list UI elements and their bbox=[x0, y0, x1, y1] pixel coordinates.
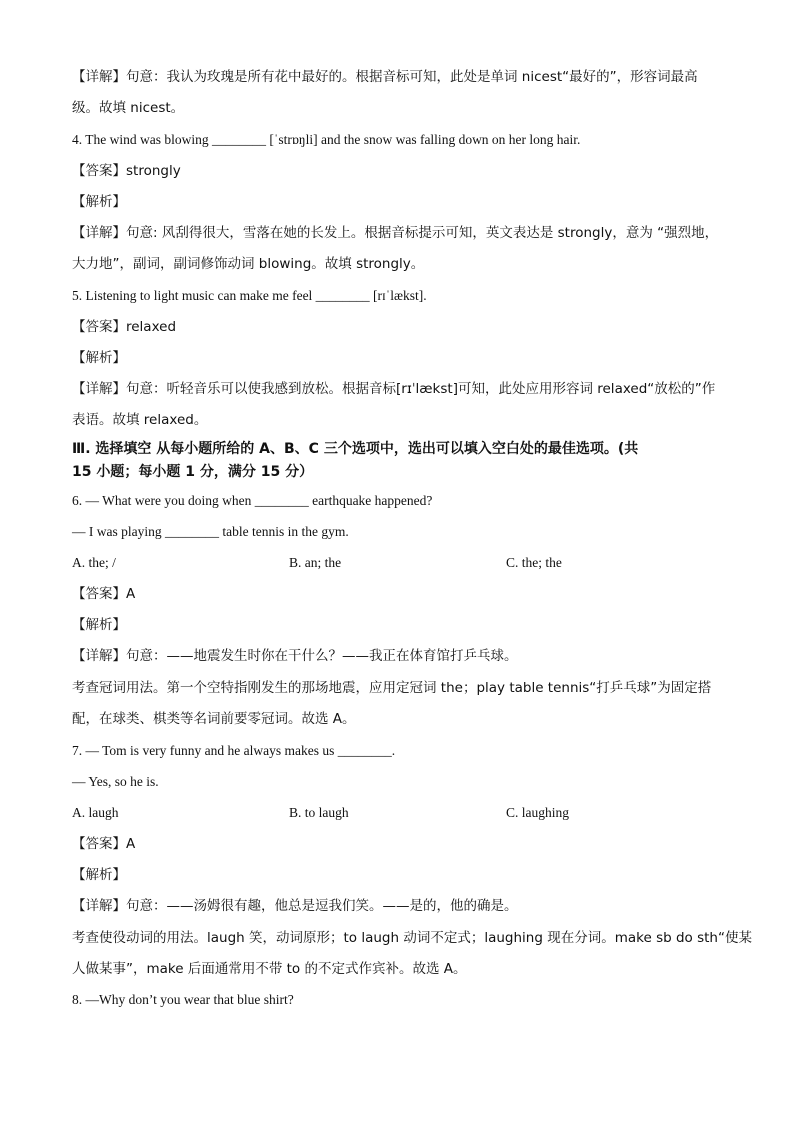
answer-line: 【答案】A bbox=[72, 586, 136, 602]
analysis-label: 【解析】 bbox=[72, 867, 126, 883]
question-8: 8. —Why don’t you wear that blue shirt? bbox=[72, 992, 294, 1007]
option-a: A. laugh bbox=[72, 805, 119, 820]
explanation-line: 【详解】句意: 风刮得很大，雪落在她的长发上。根据音标提示可知，英文表达是 strongly，意为 “强烈地， bbox=[72, 225, 719, 241]
explanation-line: 大力地”，副词，副词修饰动词 blowing。故填 strongly。 bbox=[72, 256, 425, 272]
question-6-reply: — I was playing ________ table tennis in the gym. bbox=[72, 524, 349, 539]
section-heading: 15 小题；每小题 1 分，满分 15 分） bbox=[72, 464, 314, 480]
question-5: 5. Listening to light music can make me feel ________ [rɪˈlækst]. bbox=[72, 288, 427, 303]
analysis-label: 【解析】 bbox=[72, 194, 126, 210]
explanation-line: 【详解】句意：我认为玫瑰是所有花中最好的。根据音标可知，此处是单词 nicest“最好的”，形容词最高 bbox=[72, 69, 698, 85]
explanation-line: 【详解】句意：——地震发生时你在干什么？——我正在体育馆打乒乓球。 bbox=[72, 648, 518, 664]
section-heading: Ⅲ. 选择填空 从每小题所给的 A、B、C 三个选项中，选出可以填入空白处的最佳选项。(共 bbox=[72, 441, 639, 457]
question-7: 7. — Tom is very funny and he always makes us ________. bbox=[72, 743, 396, 758]
option-a: A. the; / bbox=[72, 555, 116, 570]
explanation-line: 人做某事”，make 后面通常用不带 to 的不定式作宾补。故选 A。 bbox=[72, 961, 467, 977]
analysis-label: 【解析】 bbox=[72, 350, 126, 366]
explanation-line: 【详解】句意：——汤姆很有趣，他总是逗我们笑。——是的，他的确是。 bbox=[72, 898, 518, 914]
answer-line: 【答案】A bbox=[72, 836, 136, 852]
explanation-line: 表语。故填 relaxed。 bbox=[72, 412, 208, 428]
explanation-line: 级。故填 nicest。 bbox=[72, 100, 185, 116]
option-c: C. laughing bbox=[506, 805, 569, 820]
question-7-reply: — Yes, so he is. bbox=[72, 774, 159, 789]
answer-line: 【答案】relaxed bbox=[72, 319, 177, 335]
question-4: 4. The wind was blowing ________ [ˈstrɒŋli] and the snow was falling down on her long hair. bbox=[72, 132, 581, 147]
explanation-line: 考查使役动词的用法。laugh 笑，动词原形；to laugh 动词不定式；laughing 现在分词。make sb do sth“使某 bbox=[72, 930, 752, 946]
option-b: B. to laugh bbox=[289, 805, 349, 820]
explanation-line: 考查冠词用法。第一个空特指刚发生的那场地震，应用定冠词 the；play table tennis“打乒乓球”为固定搭 bbox=[72, 680, 712, 696]
explanation-line: 【详解】句意：听轻音乐可以使我感到放松。根据音标[rɪˈlækst]可知，此处应用形容词 relaxed“放松的”作 bbox=[72, 381, 716, 397]
option-b: B. an; the bbox=[289, 555, 342, 570]
analysis-label: 【解析】 bbox=[72, 617, 126, 633]
answer-line: 【答案】strongly bbox=[72, 163, 181, 179]
option-c: C. the; the bbox=[506, 555, 562, 570]
question-6: 6. — What were you doing when ________ earthquake happened? bbox=[72, 493, 433, 508]
explanation-line: 配，在球类、棋类等名词前要零冠词。故选 A。 bbox=[72, 711, 356, 727]
